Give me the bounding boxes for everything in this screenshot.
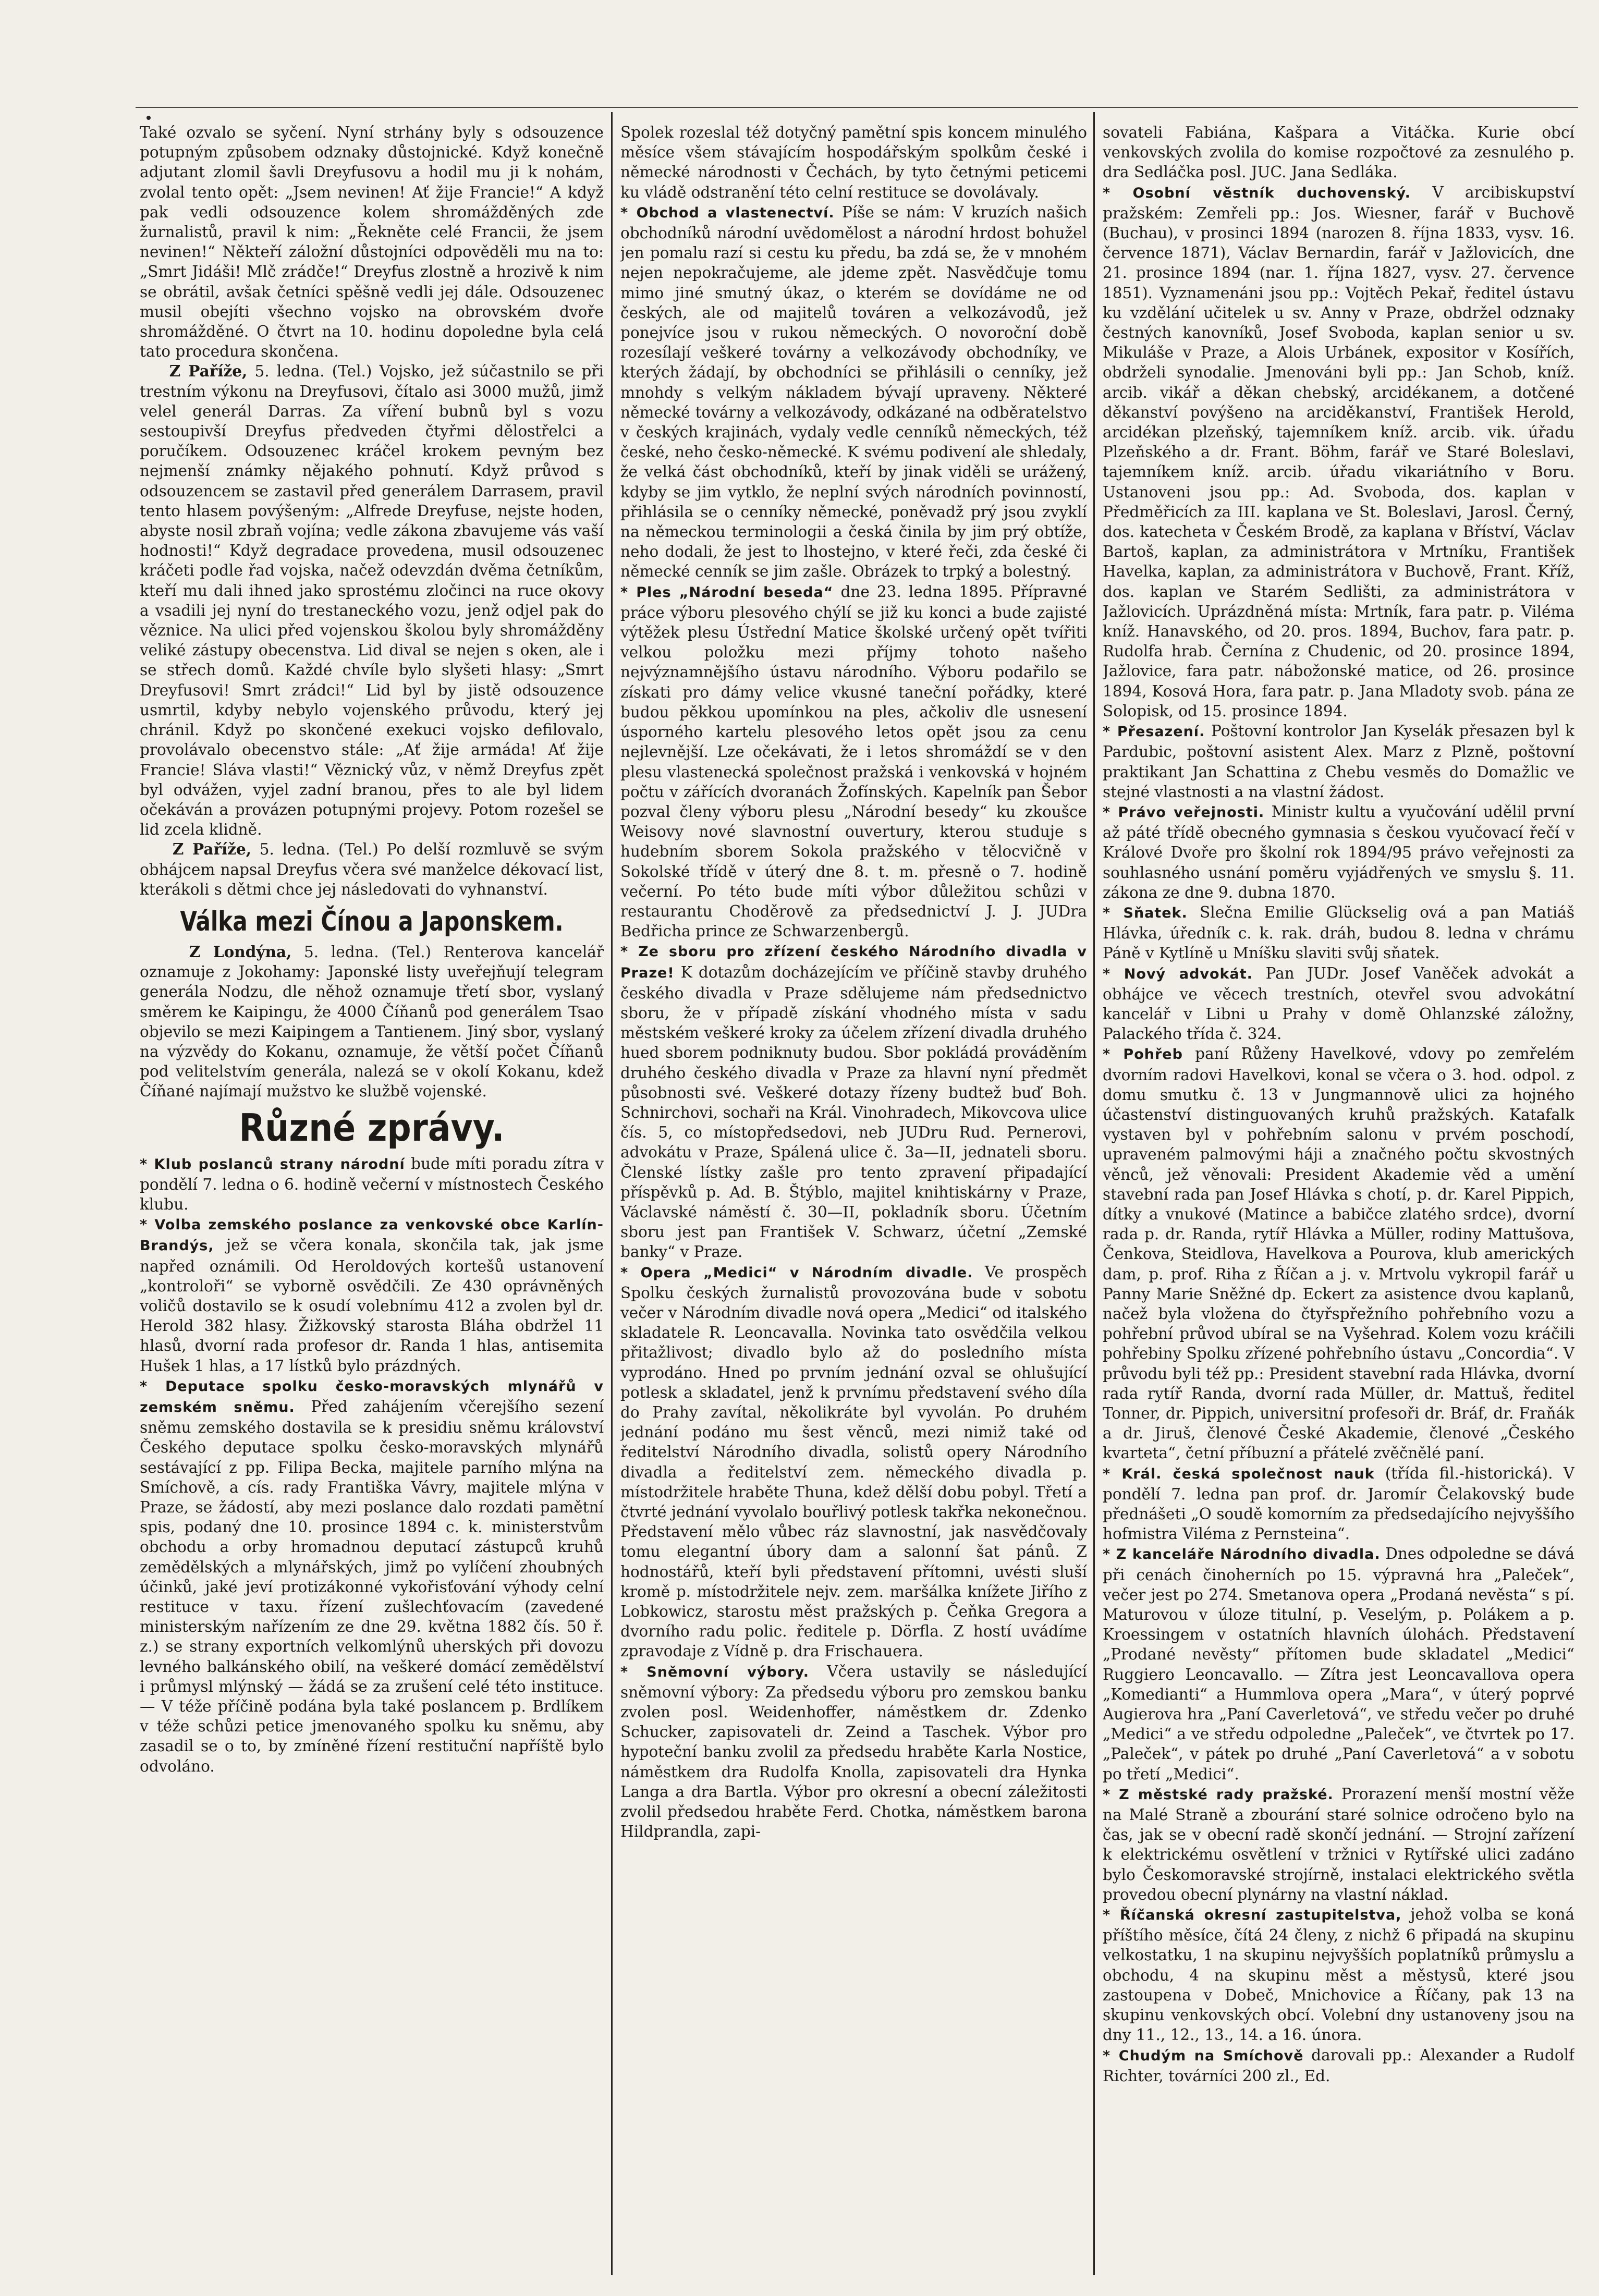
news-item-club-text: bude míti poradu zítra v pondělí 7. ledna o 6. hodině večerní v místnostech Českého klubu. <box>140 1154 604 1213</box>
london-report <box>140 942 604 1102</box>
news-item-election <box>140 1214 604 1376</box>
news-item-wedding <box>1103 902 1574 963</box>
news-heading: Různé zprávy. <box>239 1105 505 1150</box>
news-item-committees-text: Včera ustavily se následující sněmovní výbory: Za předsedu výboru pro zemskou banku zvolen posl. Weidenhoffer, náměstkem dr. Zdenko Schucker, zapisovateli dr. Zeind a Taschek. Výbor pro hypoteční banku zvolil za předsedu hraběte Karla Nostice, náměstkem dra Rudolfa Knolla, zapisovateli dra Hynka Langa a dra Bartla. Výbor pro okresní a obecní záležitosti zvolil předsedou hraběte Ferd. Chotka, náměstkem barona Hildprandla, zapi- <box>620 1662 1087 1841</box>
news-item-club-head: * Klub poslanců strany národní <box>140 1156 405 1173</box>
news-item-election-text: jež se včera konala, skončila tak, jak jsme napřed oznámili. Od Heroldových kortešů ustanovení „kontroloři“ se vyborně osvědčili. Ze 430 oprávněných voličů dostavilo se k osudí volebnímu 412 a zvolen byl dr. Herold 382 hlasy. Žižkovský starosta Bláha obdržel 11 hlasů, dvorní rada profesor dr. Randa 1 hlas, antisemita Hušek 1 hlas, a 17 lístků bylo prázdných. <box>140 1236 604 1375</box>
news-item-society-head: * Král. česká společnost nauk <box>1103 1465 1375 1482</box>
news-item-transfers <box>1103 721 1574 802</box>
news-item-funeral-head: * Pohřeb <box>1103 1046 1183 1063</box>
news-item-national-theatre <box>1103 1544 1574 1784</box>
dreyfus-paragraph-1: Také ozvalo se syčení. Nyní strhány byly s odsouzence potupným způsobem odznaky důstojnické. Když konečně adjutant zlomil šavli Dreyfusovu a hodil mu ji k nohám, zvolal tento opět: „Jsem nevinen! Ať žije Francie!“ A když pak vedli odsouzence kolem shromážděných zde žurnalistů, pravil k nim: „Řekněte celé Francii, že jsem nevinen!“ Někteří záložní důstojníci odpověděli mu na to: „Smrt Jidáši! Mlč zrádče!“ Dreyfus zlostně a hrozivě k nim se obrátil, avšak četníci spěšně vedli jej dále. Odsouzenec musil obejíti všechno vojsko na obrovském dvoře shromážděné. O čtvrt na 10. hodinu dopoledne byla celá tato procedura skončena. <box>140 124 604 361</box>
top-rule <box>136 107 1578 108</box>
ink-dot <box>147 116 151 120</box>
news-item-trade <box>620 202 1087 582</box>
paris-report-1 <box>140 361 604 839</box>
news-item-committees <box>620 1662 1087 1842</box>
news-item-charity <box>1103 2045 1574 2086</box>
news-item-opera <box>620 1262 1087 1662</box>
news-item-election-head: * Volba zemského poslance za venkovské obce Karlín-Brandýs, <box>140 1217 604 1254</box>
news-item-ricany-head: * Říčanská okresní zastupitelstva, <box>1103 1907 1402 1924</box>
news-item-society-text: (třída fil.-historická). V pondělí 7. ledna pan prof. dr. Jaromír Čelakovský bude přednášeti „O soudě komorním za předsedajícího nejvyššího hofmistra Viléma z Pernsteina“. <box>1103 1464 1574 1543</box>
news-item-public-right <box>1103 802 1574 902</box>
news-item-funeral <box>1103 1044 1574 1463</box>
news-item-public-right-head: * Právo veřejnosti. <box>1103 804 1265 821</box>
news-item-lawyer-text: Pan JUDr. Josef Vaněček advokát a obhájce ve věcech trestních, otevřel svou advokátní kancelář v Libni u Prahy v domě Ohlanzské záložny, Palackého třída č. 324. <box>1103 964 1574 1043</box>
committees-continued: sovateli Fabiána, Kašpara a Vitáčka. Kurie obcí venkovských zvolila do komise rozpočtové za zesnulého p. dra Sedláčka posl. JUC. Jana Sedláka. <box>1103 124 1574 181</box>
news-item-city-council-text: Prorazení menší mostní věže na Malé Straně a zbourání staré solnice odročeno bylo na čas, jak se v obecní radě skončí jednání. — Strojní zařízení k elektrickému osvětlení v tržnici v Rytířské ulici zadáno bylo Českomoravské strojírně, instalaci elektrického světla provedou obecní plynárny na vlastní náklad. <box>1103 1785 1574 1903</box>
news-item-national-theatre-head: * Z kanceláře Národního divadla. <box>1103 1546 1381 1563</box>
news-item-city-council-head: * Z městské rady pražské. <box>1103 1786 1334 1803</box>
london-dateline: Z Londýna, <box>189 942 292 961</box>
news-item-ball-head: * Ples „Národní beseda“ <box>620 584 834 601</box>
paris-report-1-text: 5. ledna. (Tel.) Vojsko, jež súčastnilo se při trestním výkonu na Dreyfusovi, čítalo asi 3000 mužů, jimž velel generál Darras. Za víření bubnů byl s vozu sestoupivší Dreyfus předveden čtyřmi dělostřelci a poručíkem. Odsouzenec kráčel krokem pevným bez nejmenší známky nějakého pohnutí. Když průvod s odsouzencem se zastavil před generálem Darrasem, pravil tento hlasem povýšeným: „Alfrede Dreyfuse, nejste hoden, abyste nosil zbraň vojína; vedle zákona zbavujeme vás vaší hodnosti!“ Když degradace provedena, musil odsouzenec kráčeti podle řad vojska, načež odevzdán dvěma četníkům, kteří mu dali ihned jako sprostému zločinci na ruce okovy a vsadili jej nyní do trestaneckého vozu, jenž odjel pak do věznice. Na ulici před vojenskou školou byly shromážděny veliké zástupy obecenstva. Lid dival se nejen s oken, ale i se střech domů. Každé chvíle bylo slyšeti hlasy: „Smrt Dreyfusovi! Smrt zrádci!“ Lid byl by jistě odsouzence usmrtil, kdyby nebylo vojenského průvodu, který jej chránil. Když po skončené exekuci vojsko defilovalo, provolávalo obecenstvo stále: „Ať žije armáda! Ať žije Francie! Sláva vlasti!“ Věznický vůz, v němž Dreyfus zpět byl odvážen, vyjel zadní branou, přes to ale byl lidem očekáván a provázen potupnými projevy. Potom rozešel se lid zcela klidně. <box>140 362 604 839</box>
news-item-transfers-head: * Přesazení. <box>1103 724 1205 740</box>
paris-dateline-2: Z Paříže, <box>172 840 252 859</box>
war-heading: Válka mezi Čínou a Japonskem. <box>180 906 564 937</box>
news-item-wedding-head: * Sňatek. <box>1103 905 1188 921</box>
news-item-ball-text: dne 23. ledna 1895. Přípravné práce výboru plesového chýlí se již ku konci a bude zajisté výtěžek plesu Ústřední Matice školské určený opět tvířiti velkou položku mezi příjmy tohoto našeho nejvýznamnějšího ústavu národního. Výboru podařilo se získati pro dámy velice vkusné taneční pořádky, které budou pěkkou upomínkou na ples, ačkoliv dle usnesení úsporného kartelu plesového letos opět jsou za cenu nejlevnější. Lze očekávati, že i letos shromáždí se v den plesu vlastenecká společnost pražská i venkovská v hojném počtu v zářících dvoranách Žofínských. Kapelník pan Šebor pozval členy výboru plesu „Národní besedy“ ku zkoušce Weisovy nové slavnostní ouvertury, kterou studuje s hudebním sborem Sokola pražského v tělocvičně v Sokolské třídě v úterý dne 8. t. m. přesně o 7. hodině večerní. Po této bude míti výbor důležitou schůzi v restaurantu Choděrově za předsednictví J. J. JUDra Bedřicha prince ze Schwarzenbergů. <box>620 582 1087 941</box>
news-item-opera-text: Ve prospěch Spolku českých žurnalistů provozována bude v sobotu večer v Národním divadle nová opera „Medici“ od italského skladatele R. Leoncavalla. Novinka tato osvědčila velkou přitažlivost; divadlo bylo až do posledního místa vyprodáno. Hned po prvním jednání ozval se ohlušující potlesk a skladatel, jenž k prvnímu představení svého díla do Prahy zavítal, několikráte byl vyvolán. Po druhém jednání podáno mu šest věnců, mezi nimiž také od ředitelství Národního divadla, solistů opery Národního divadla a ředitelství zem. německého divadla p. místodržitele hraběte Thuna, kdež dělší dobu pobyl. Třetí a čtvrté jednání vyvolalo bouřlivý potlesk takřka nekonečnou. Představení mělo vůbec ráz slavnostní, jak nasvědčovaly tomu elegantní úbory dam a salonní šat pánů. Z hodnostářů, kteří byli představení přítomni, uvésti sluší kromě p. místodržitele nejv. zem. maršálka knížete Jiřího z Lobkowicz, starostu měst pražských p. Čeňka Gregora a dvorního radu polic. ředitele p. Dörfla. Z hostí uvádíme zpravodaje z Vídně p. dra Frischauera. <box>620 1263 1087 1660</box>
paris-dateline-1: Z Paříže, <box>169 362 248 381</box>
news-item-charity-head: * Chudým na Smíchově <box>1103 2047 1304 2064</box>
news-item-transfers-text: Poštovní kontrolor Jan Kyselák přesazen byl k Pardubic, poštovní asistent Alex. Marz z Plzně, poštovní praktikant Jan Schattina z Chebu vesměs do Domažlic ve stejné vlastnosti a na vlastní žádost. <box>1103 722 1574 801</box>
news-item-theatre-board <box>620 941 1087 1262</box>
news-item-society <box>1103 1463 1574 1544</box>
news-item-charity-text: darovali pp.: Alexander a Rudolf Richter, továrníci 200 zl., Ed. <box>1103 2046 1574 2085</box>
news-item-city-council <box>1103 1784 1574 1904</box>
news-item-clergy <box>1103 182 1574 721</box>
column-1 <box>140 123 604 2275</box>
news-item-opera-head: * Opera „Medici“ v Národním divadle. <box>620 1264 973 1281</box>
news-item-lawyer-head: * Nový advokát. <box>1103 966 1253 982</box>
london-report-text: 5. ledna. (Tel.) Renterova kancelář oznamuje z Jokohamy: Japonské listy uveřejňují telegram generála Nodzu, dle něhož oznamuje třetí sbor, vyslaný směrem ke Kaipingu, že 4000 Číňanů pod generálem Tsao objevilo se mezi Kaipingem a Tantienem. Jiný sbor, vyslaný na výzvědy do Kokanu, oznamuje, že větší počet Číňanů pod velitelstvím generála, nalezá se v okolí Kokanu, kdež Číňané najímají mužstvo ke službě vojenské. <box>140 943 604 1101</box>
column-3 <box>1103 123 1574 2275</box>
paris-report-2 <box>140 839 604 899</box>
news-item-clergy-head: * Osobní věstník duchovenský. <box>1103 185 1411 201</box>
news-item-theatre-board-text: K dotazům docházejícím ve příčině stavby druhého českého divadla v Praze sdělujeme nám předsednictvo sboru, že v případě získání vhodného místa v sadu městském veškeré kroky za účelem zřízení divadla druhého hued sborem podniknuty budou. Sbor pokládá prováděním druhého českého divadla v Praze za hlavní nyní předmět působnosti své. Veškeré dotazy řízeny budtež buď Boh. Schnirchovi, sochaři na Král. Vinohradech, Mikovcova ulice čís. 5, co místopředsedovi, neb JUDru Rud. Pernerovi, advokátu v Praze, Spálená ulice č. 3a—II, jednateli sboru. Členské lístky zašle pro tento zpravení připadající příspěvků p. Ad. B. Štýblo, majitel knihtiskárny v Praze, Václavské náměstí č. 30—II, pokladník sboru. Účetním sboru jest pan František V. Schwarz, účetní „Zemské banky“ v Praze. <box>620 963 1087 1261</box>
news-item-ricany <box>1103 1904 1574 2045</box>
association-paragraph: Spolek rozeslal též dotyčný pamětní spis koncem minulého měsíce všem stávajícím hospodářským spolkům české i německé národnosti v Čechách, by tyto četnými peticemi ku vládě odstranění této celní restituce se dovolávaly. <box>620 124 1087 201</box>
column-2 <box>620 123 1087 2275</box>
news-item-club <box>140 1154 604 1215</box>
news-item-deputation-text: Před zahájením včerejšího sezení sněmu zemského dostavila se k presidiu sněmu království Českého deputace spolku česko-moravských mlynářů sestávající z pp. Filipa Becka, majitele parního mlýna na Smíchově, a cís. rady Františka Vávry, majitele mlýna v Praze, se žádostí, aby mezi poslance dalo rozdati pamětní spis, podaný dne 10. prosince 1894 c. k. ministerstvům obchodu a orby hromadnou deputací zástupců kruhů zemědělských a mlynářských, jimž po vylíčení zhoubných účinků, jaké jeví protizákonné vykořisťování výhody celní restituce v taxu. řízení zušlechťovacím (zavedené ministerským nařízením ze dne 29. května 1882 čís. 50 ř. z.) se strany exportních velkomlýnů uherských při dovozu levného balkánského obilí, na veškeré domácí zemědělství i průmysl mlýnský — žádá se za zrušení celé této instituce. — V téže příčině podána byla také poslancem p. Brdlíkem v téže schůzi petice jmenovaného spolku ku sněmu, aby zasadil se o to, by zmíněné řízení restituční napříště bylo odvoláno. <box>140 1397 604 1775</box>
news-item-trade-head: * Obchod a vlastenectví. <box>620 204 835 221</box>
news-item-trade-text: Píše se nám: V kruzích našich obchodníků národní uvědomělost a národní hrdost bohužel jen pomalu razí si cestu ku předu, ba zdá se, že v mnohém nejen nepokračujeme, ale jdeme zpět. Nasvědčuje tomu mimo jiné smutný úkaz, o kterém se dovídáme ne od českých, ale od majitelů továren a velkozávodů, jež ponejvíce jsou v rukou německých. O novoroční době rozesílají veškeré továrny a velkozávody obchodníky, ve kterých žádají, by obchodníci se přihlásili o cenníky, jež mnohdy s velkým nákladem bývají upraveny. Některé německé továrny a velkozávody, odkázané na odběratelstvo v českých krajinách, vydaly vedle cenníků německých, též české, neho česko-německé. K svému podivení ale shledaly, že velká část obchodníků, kteří by jinak viděli se urážený, kdyby se jim vytklo, že neplní svých národních povinností, přihlásila se o cenníky německé, poněvadž prý jsou zvyklí na německou terminologii a česká činila by jim prý obtíže, neho dodali, že jest to lhostejno, v které řeči, zda české či německé cenník se jim zašle. Obrázek to trpký a bolestný. <box>620 203 1087 581</box>
news-item-national-theatre-text: Dnes odpoledne se dává při cenách činoherních po 15. výpravná hra „Paleček“, večer jest po 274. Smetanova opera „Prodaná nevěsta“ s pí. Maturovou v úloze titulní, p. Veselým, p. Polákem a p. Kroessingem v ostatních hlavních úlohách. Představení „Prodané nevěsty“ přítomen bude skladatel „Medici“ Ruggiero Leoncavallo. — Zítra jest Leoncavallova opera „Komedianti“ a Hummlova opera „Mara“, v úterý poprvé Augierova hra „Paní Caverletová“, ve středu večer po druhé „Medici“ a ve středu odpoledne „Paleček“, ve čtvrtek po 17. „Paleček“, v pátek po druhé „Paní Caverletová“ a v sobotu po třetí „Medici“. <box>1103 1545 1574 1783</box>
news-item-ball <box>620 582 1087 942</box>
news-item-funeral-text: paní Růženy Havelkové, vdovy po zemřelém dvorním radovi Havelkovi, konal se včera o 3. hod. odpol. z domu smutku č. 13 v Jungmannově ulici za hojného účastenství distinguovaných kruhů pražských. Katafalk vystaven byl v pohřebním salonu v prvém poschodí, upraveném palmovými háji a značného počtu skvostných věnců, jež věnovali: President Akademie věd a umění stavební rada pan Josef Hlávka s chotí, p. dr. Karel Pippich, dítky a vnukové (Matince a babičce zlatého srdce), dvorní rada p. dr. Randa, rytíř Hlávka a Müller, rodiny Mattušova, Čenkova, Steidlova, Havelkova a Pourova, klub amerických dam, p. prof. Riha z Říčan a j. v. Mrtvolu vykropil farář u Panny Marie Sněžné dp. Eckert za asistence dvou kaplanů, načež byla vložena do čtyřspřežního pohřebního vozu a pohřební průvod ubíral se na Vyšehrad. Kolem vozu kráčili pohřebiny Spolku zřízené pohřebního ústavu „Concordia“. V průvodu byli též pp.: President stavební rada Hlávka, dvorní rada rytíř Randa, dvorní rada Müller, dr. Mattuš, ředitel Tonner, dr. Pippich, universitní profesoři dr. Bráf, dr. Fraňák a dr. Jiruš, členové České Akademie, členové „Českého kvarteta“, četní příbuzní a přátelé zvěčnělé paní. <box>1103 1045 1574 1462</box>
news-item-public-right-text: Ministr kultu a vyučování udělil první až páté třídě obecného gymnasia s českou vyučovací řečí v Králové Dvoře pro školní rok 1894/95 právo veřejnosti za souhlasného usnání poměru vyjádřených ve smyslu §. 11. zákona ze dne 9. dubna 1870. <box>1103 802 1574 901</box>
column-rule-2 <box>1093 112 1095 2275</box>
news-item-deputation <box>140 1376 604 1776</box>
news-item-deputation-head: * Deputace spolku česko-moravských mlynářů v zemském sněmu. <box>140 1378 604 1415</box>
column-rule-1 <box>611 112 613 2275</box>
paris-report-2-text: 5. ledna. (Tel.) Po delší rozmluvě se svým obhájcem napsal Dreyfus včera své manželce dékovací list, kterákoli s dětmi chce jej následovati do vyhnanství. <box>140 840 604 898</box>
news-item-clergy-text: V arcibiskupství pražském: Zemřeli pp.: Jos. Wiesner, farář v Buchově (Buchau), v prosinci 1894 (narozen 8. října 1833, vysv. 16. července 1871), Václav Bernardin, farář v Jažlovicích, dne 21. prosince 1894 (nar. 1. října 1827, vysv. 27. července 1851). Vyznamenáni jsou pp.: Vojtěch Pekař, ředitel ústavu ku vzdělání učitelek u sv. Anny v Praze, obdržel odznaky čestných kanovníků, Josef Svoboda, kaplan senior u sv. Mikuláše v Praze, a Alois Urbánek, expositor v Kosířích, obdrželi synodalie. Jmenováni byli pp.: Jan Schob, kníž. arcib. vikář a děkan chebský, arcidékanem, a dotčené děkanství povýšeno na arciděkanství, František Herold, arcidékan plzeňský, tajemníkem kníž. arcib. vik. úřadu Plzeňského a dr. Frant. Böhm, farář ve Staré Boleslavi, tajemníkem kníž. arcib. úřadu vikariátního v Boru. Ustanoveni jsou pp.: Ad. Svoboda, dos. kaplan v Předměřicích za III. kaplana ve St. Boleslavi, Jarosl. Černý, dos. katecheta v Českém Brodě, za kaplana v Bříství, Václav Bartoš, kaplan, za administrátora v Mrtníku, František Havelka, kaplan, za administrátora v Buchově, Frant. Kříž, dos. kaplan ve Starém Sedlišti, za administrátora v Jažlovicích. Uprázdněná místa: Mrtník, fara patr. p. Viléma kníž. Hanavského, od 20. pros. 1894, Buchov, fara patr. p. Rudolfa hrab. Černína z Chudenic, od 20. prosince 1894, Jažlovice, fara patr. nábožonské matice, od 26. prosince 1894, Kosová Hora, fara patr. p. Jana Mladoty svob. pána ze Solopisk, od 15. prosince 1894. <box>1103 183 1574 720</box>
news-item-committees-head: * Sněmovní výbory. <box>620 1664 809 1680</box>
news-item-ricany-text: jehož volba se koná příštího měsíce, čítá 24 členy, z nichž 6 připadá na skupinu velkostatku, 1 na skupinu nejvyšších poplatníků průmyslu a obchodu, 4 na skupinu měst a městysů, které jsou zastoupena v Dobeč, Mnichovice a Říčany, pak 13 na skupinu venkovských obcí. Volební dny ustanoveny jsou na dny 11., 12., 13., 14. a 16. února. <box>1103 1906 1574 2044</box>
news-item-wedding-text: Slečna Emilie Glückselig ová a pan Matiáš Hlávka, úředník c. k. rak. dráh, budou 8. ledna v chrámu Páně v Kytlíně u Mníšku slaviti svůj sňatek. <box>1103 903 1574 962</box>
news-item-theatre-board-head: * Ze sboru pro zřízení českého Národního divadla v Praze! <box>620 944 1087 981</box>
news-item-lawyer <box>1103 963 1574 1044</box>
